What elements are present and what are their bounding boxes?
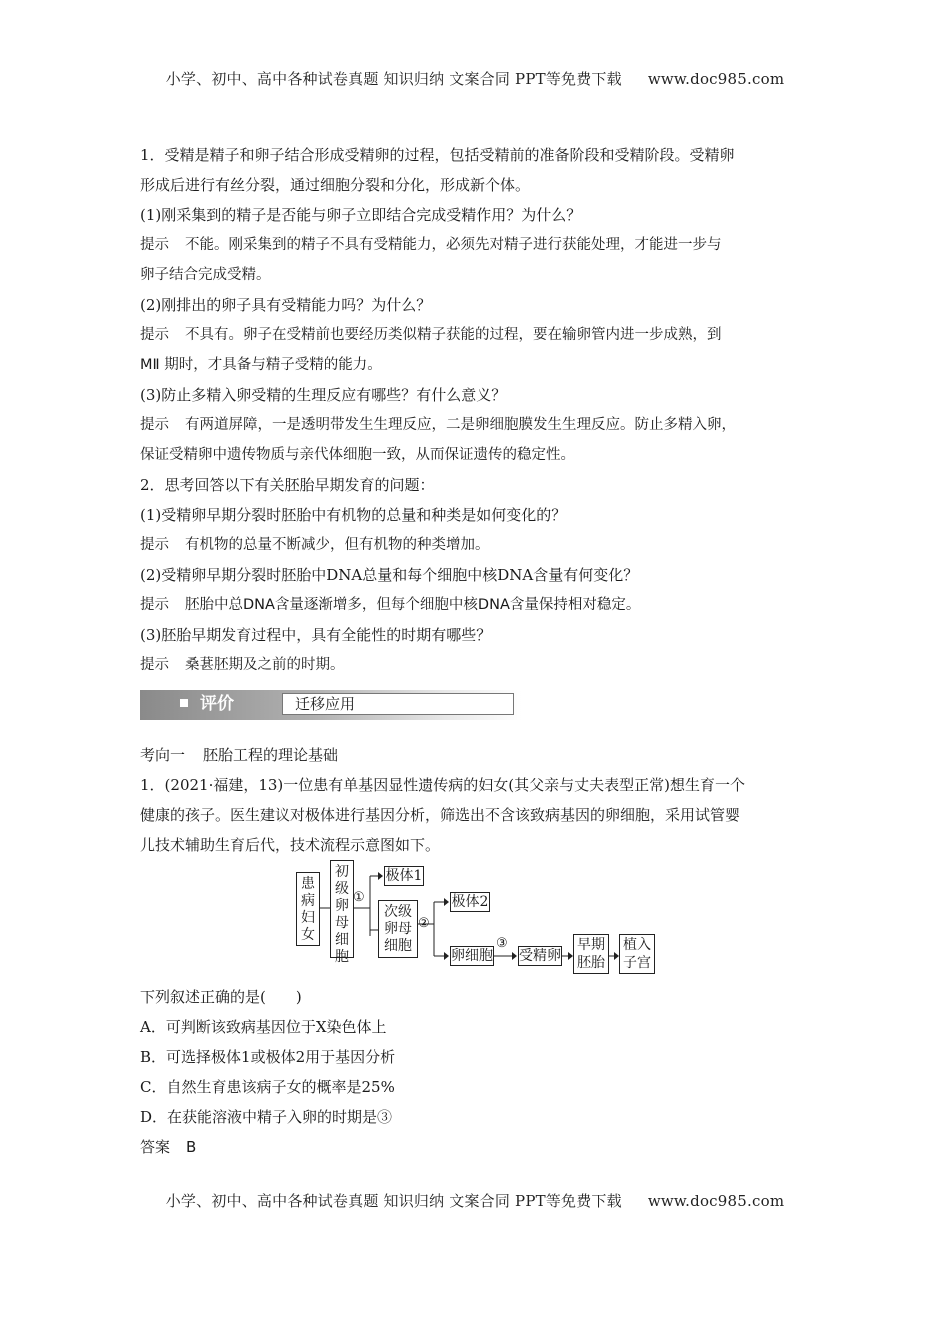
p1-q1: (1)刚采集到的精子是否能与卵子立即结合完成受精作用？为什么？ [140,206,582,224]
box-polar-body-1: 极体1 [385,868,423,884]
banner-evaluate [140,692,276,716]
hint-label: 提示 [140,657,169,673]
box-egg-cell: 卵细胞 [451,948,493,964]
answer-line [140,1132,815,1162]
footer-text: 小学、初中、高中各种试卷真题 知识归纳 文案合同 PPT等免费下载 [165,1192,622,1210]
p2-line1: 2．思考回答以下有关胚胎早期发育的问题： [140,476,435,494]
section-title-text: 胚胎工程的理论基础 [203,746,339,764]
square-bullet-icon [180,699,188,707]
box-polar-body-2: 极体2 [451,894,489,910]
options-stem: 下列叙述正确的是( ) [140,988,302,1006]
options-block [140,982,815,1162]
p1-a2 [140,320,815,350]
p1-line2: 形成后进行有丝分裂，通过细胞分裂和分化，形成新个体。 [140,176,531,194]
hint-label: 提示 [140,327,169,343]
question-line2: 健康的孩子。医生建议对极体进行基因分析，筛选出不含该致病基因的卵细胞，采用试管婴 [140,806,741,824]
question-line3: 儿技术辅助生育后代，技术流程示意图如下。 [140,836,441,854]
hint-label: 提示 [140,417,169,433]
banner-evaluate-label: 评价 [200,694,234,714]
hint-text: 胚胎中总DNA含量逐渐增多，但每个细胞中核DNA含量保持相对稳定。 [185,597,641,613]
banner-apply [282,693,514,715]
section-title-prefix: 考向一 [140,746,186,764]
p1-a3 [140,410,815,440]
hint-text: 不具有。卵子在受精前也要经历类似精子获能的过程，要在输卵管内进一步成熟，到 [185,327,722,343]
step-1-marker: ① [353,890,365,905]
hint-label: 提示 [140,597,169,613]
p2-q1: (1)受精卵早期分裂时胚胎中有机物的总量和种类是如何变化的？ [140,506,567,524]
box-woman: 患 病 妇 女 [296,872,320,946]
box-zygote: 受精卵 [519,948,561,964]
hint-text: 不能。刚采集到的精子不具有受精能力，必须先对精子进行获能处理，才能进一步与 [185,237,722,253]
p1-a1-cont: 卵子结合完成受精。 [140,267,271,283]
p1-a3-cont: 保证受精卵中遗传物质与亲代体细胞一致，从而保证遗传的稳定性。 [140,447,575,463]
banner-apply-label: 迁移应用 [295,695,356,713]
flow-diagram [296,858,656,978]
p1-q3: (3)防止多精入卵受精的生理反应有哪些？有什么意义？ [140,386,507,404]
answer-value: B [186,1138,197,1156]
p2-q3: (3)胚胎早期发育过程中，具有全能性的时期有哪些？ [140,626,492,644]
p2-a2 [140,590,815,620]
answer-label: 答案 [140,1138,171,1156]
header-site: www.doc985.com [647,70,785,88]
p2-a3 [140,650,815,680]
box-implant-uterus: 植入 子宫 [619,934,655,974]
hint-text: 有机物的总量不断减少，但有机物的种类增加。 [185,537,490,553]
box-primary-oocyte: 初 级 卵 母 细 胞 [330,860,354,958]
box-secondary-oocyte: 次级 卵母 细胞 [378,900,418,958]
section-banner [140,690,522,720]
option-b: B．可选择极体1或极体2用于基因分析 [140,1048,396,1066]
p2-a1 [140,530,815,560]
section-title [140,740,815,770]
hint-label: 提示 [140,237,169,253]
hint-text: 桑葚胚期及之前的时期。 [185,657,345,673]
p1-line1: 1．受精是精子和卵子结合形成受精卵的过程，包括受精前的准备阶段和受精阶段。受精卵 [140,146,735,164]
page-footer [0,1190,950,1211]
p1-a1 [140,230,815,260]
box-early-embryo: 早期 胚胎 [573,934,609,974]
option-c: C．自然生育患该病子女的概率是25% [140,1078,395,1096]
main-content [140,140,815,680]
p1-a2-cont: MⅡ 期时，才具备与精子受精的能力。 [140,357,382,373]
p2-q2: (2)受精卵早期分裂时胚胎中DNA总量和每个细胞中核DNA含量有何变化？ [140,566,639,584]
footer-site: www.doc985.com [647,1192,785,1210]
step-2-marker: ② [418,916,430,931]
question-section [140,740,815,860]
hint-label: 提示 [140,537,169,553]
header-text: 小学、初中、高中各种试卷真题 知识归纳 文案合同 PPT等免费下载 [165,70,622,88]
p1-q2: (2)刚排出的卵子具有受精能力吗？为什么？ [140,296,432,314]
page-header [0,68,950,89]
question-line1: 1．(2021·福建，13)一位患有单基因显性遗传病的妇女(其父亲与丈夫表型正常)想生育一个 [140,776,745,794]
step-3-marker: ③ [496,936,508,951]
option-d: D．在获能溶液中精子入卵的时期是③ [140,1108,393,1126]
hint-text: 有两道屏障，一是透明带发生生理反应，二是卵细胞膜发生生理反应。防止多精入卵， [185,417,736,433]
option-a: A．可判断该致病基因位于X染色体上 [140,1018,387,1036]
